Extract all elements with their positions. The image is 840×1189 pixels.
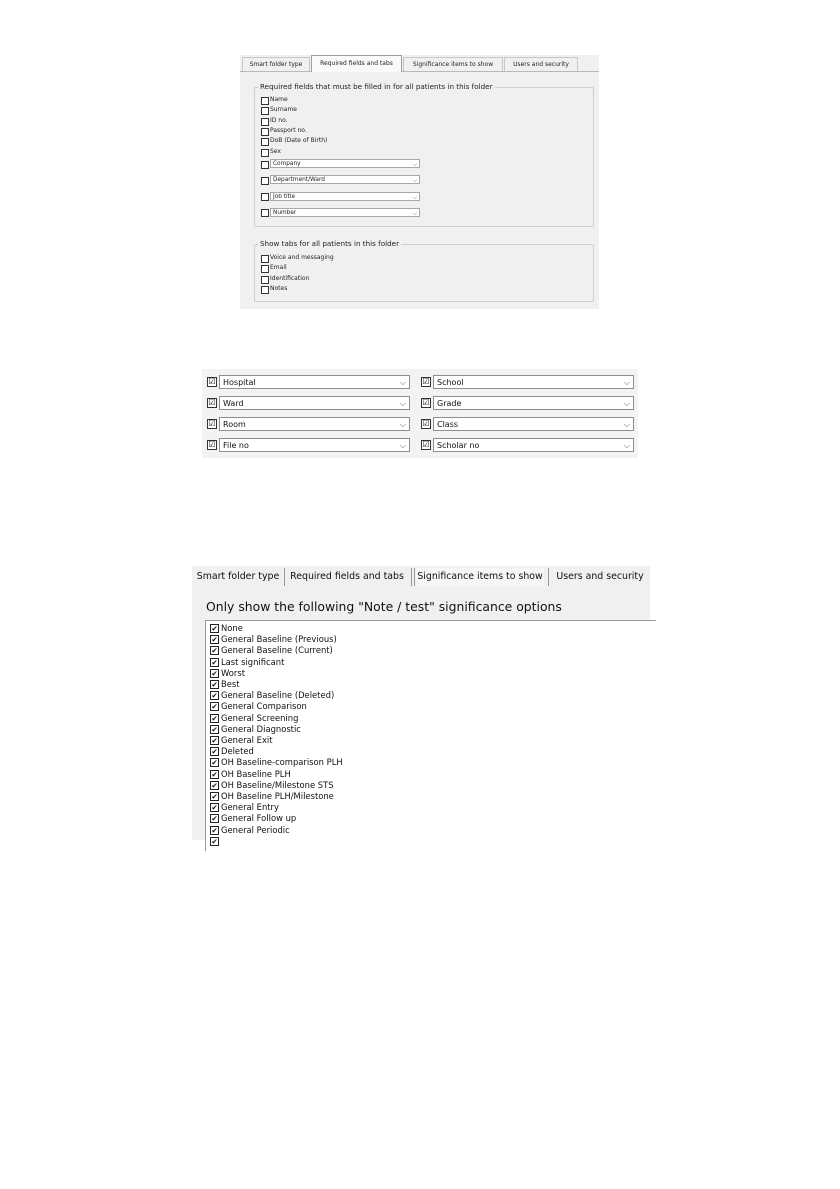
dropdown-value: Hospital	[223, 378, 256, 387]
significance-checkbox[interactable]: ✔	[211, 702, 218, 712]
required-field-dropdown-job-title[interactable]	[270, 192, 420, 201]
significance-checkbox[interactable]: ✔	[211, 691, 218, 701]
tab-divider	[414, 568, 415, 586]
significance-item-label: None	[221, 623, 243, 633]
significance-item-label: General Periodic	[221, 824, 290, 835]
show-tab-checkbox-email[interactable]	[261, 265, 269, 273]
field-checkbox-grade[interactable]: ☑	[422, 398, 430, 407]
show-tab-checkbox-identification[interactable]	[261, 276, 269, 284]
required-field-dropdown-department-ward[interactable]	[270, 175, 420, 184]
required-checkbox-sex[interactable]	[261, 149, 269, 157]
show-tab-checkbox-label: Identification	[270, 274, 310, 282]
dropdown-value: School	[437, 378, 464, 387]
dropdown-value: Room	[223, 420, 246, 429]
significance-checkbox[interactable]: ✔	[211, 657, 218, 667]
significance-checkbox[interactable]: ✔	[211, 635, 218, 645]
significance-item-label: Worst	[221, 667, 246, 678]
dropdown-value: Ward	[223, 399, 244, 408]
tab-users-and-security[interactable]: Users and security	[556, 571, 644, 582]
field-checkbox-school[interactable]: ☑	[422, 377, 430, 386]
required-checkbox-surname[interactable]	[261, 107, 269, 115]
significance-checkbox[interactable]: ✔	[211, 713, 218, 723]
field-dropdown-file-no[interactable]	[219, 438, 410, 452]
tab-smart-folder-type[interactable]: Smart folder type	[242, 57, 310, 71]
dropdown-value: Scholar no	[437, 441, 480, 450]
tab-significance-items[interactable]: Significance items to show	[416, 568, 544, 586]
dropdown-value: Department/Ward	[273, 177, 325, 184]
significance-checkbox[interactable]: ✔	[211, 803, 218, 813]
field-dropdown-class[interactable]	[433, 417, 634, 431]
tab-divider	[411, 568, 412, 586]
significance-list[interactable]	[205, 620, 656, 851]
significance-checkbox[interactable]: ✔	[211, 814, 218, 824]
field-dropdown-school[interactable]	[433, 375, 634, 389]
significance-checkbox[interactable]: ✔	[211, 624, 218, 633]
significance-checkbox[interactable]: ✔	[211, 747, 218, 757]
custom-fields-panel	[202, 369, 638, 458]
significance-item-label: General Baseline (Previous)	[221, 634, 337, 645]
tab-users-and-security[interactable]: Users and security	[504, 57, 578, 71]
significance-item-label: OH Baseline PLH/Milestone	[221, 791, 334, 801]
significance-checkbox[interactable]: ✔	[211, 646, 218, 656]
tab-divider	[548, 568, 549, 586]
dropdown-value: Number	[273, 209, 297, 216]
significance-item-label: Last significant	[221, 656, 285, 667]
dropdown-value: Class	[437, 420, 459, 429]
significance-checkbox[interactable]: ✔	[211, 836, 218, 846]
dropdown-value: Grade	[437, 399, 462, 408]
required-checkbox-label: ID no.	[270, 116, 288, 124]
chevron-down-icon: ⌵	[412, 193, 417, 201]
required-checkbox-label: Surname	[270, 106, 297, 114]
required-checkbox-label: Name	[270, 96, 288, 103]
field-checkbox-ward[interactable]: ☑	[208, 398, 216, 407]
chevron-down-icon: ⌵	[412, 161, 417, 168]
significance-checkbox[interactable]: ✔	[211, 724, 218, 734]
field-checkbox-class[interactable]: ☑	[422, 419, 430, 428]
significance-item-label: General Follow up	[221, 813, 297, 824]
significance-item-label: General Baseline (Deleted)	[221, 690, 335, 701]
field-checkbox-hospital[interactable]: ☑	[208, 377, 216, 386]
field-checkbox-file-no[interactable]: ☑	[208, 440, 216, 449]
significance-item-label: Best	[221, 679, 240, 689]
significance-item-label: OH Baseline PLH	[221, 768, 291, 779]
chevron-down-icon: ⌵	[399, 420, 406, 429]
chevron-down-icon: ⌵	[623, 378, 630, 387]
required-checkbox-label: Passport no.	[270, 126, 307, 134]
field-dropdown-room[interactable]	[219, 417, 410, 431]
dropdown-value: File no	[223, 441, 249, 450]
chevron-down-icon: ⌵	[412, 177, 417, 185]
show-tabs-legend: Show tabs for all patients in this folder	[260, 239, 400, 248]
significance-item-label: General Exit	[221, 735, 273, 745]
significance-checkbox[interactable]: ✔	[211, 769, 218, 779]
required-combo-checkbox[interactable]	[261, 161, 269, 169]
significance-item-label: OH Baseline-comparison PLH	[221, 757, 343, 768]
significance-item-label: General Entry	[221, 802, 279, 813]
field-checkbox-scholar-no[interactable]: ☑	[422, 440, 430, 449]
significance-checkbox[interactable]: ✔	[211, 758, 218, 768]
required-checkbox-id-no[interactable]	[261, 118, 269, 126]
field-dropdown-ward[interactable]	[219, 396, 410, 410]
tab-smart-folder-type[interactable]: Smart folder type	[196, 571, 280, 582]
tab-significance-items[interactable]: Significance items to show	[403, 57, 503, 71]
chevron-down-icon: ⌵	[623, 420, 630, 429]
field-dropdown-hospital[interactable]	[219, 375, 410, 389]
significance-checkbox[interactable]: ✔	[211, 825, 218, 835]
significance-checkbox[interactable]: ✔	[211, 680, 218, 689]
chevron-down-icon: ⌵	[399, 441, 406, 450]
significance-checkbox[interactable]: ✔	[211, 792, 218, 801]
required-checkbox-dob-date-of-birth[interactable]	[261, 138, 269, 146]
significance-dialog	[192, 566, 650, 846]
required-combo-checkbox[interactable]	[261, 193, 269, 201]
tab-divider	[284, 568, 285, 586]
dropdown-value: Company	[273, 161, 301, 167]
required-checkbox-label: Sex	[270, 147, 281, 155]
dropdown-value: Job title	[273, 193, 296, 200]
required-combo-checkbox[interactable]	[261, 177, 269, 185]
chevron-down-icon: ⌵	[412, 209, 417, 217]
show-tab-checkbox-voice-and-messaging[interactable]	[261, 255, 269, 263]
field-checkbox-room[interactable]: ☑	[208, 419, 216, 428]
significance-heading: Only show the following "Note / test" significance options	[206, 599, 562, 614]
chevron-down-icon: ⌵	[399, 378, 406, 387]
chevron-down-icon: ⌵	[623, 441, 630, 450]
show-tab-checkbox-label: Notes	[270, 284, 288, 292]
significance-item-label: General Diagnostic	[221, 723, 301, 734]
required-field-dropdown-company[interactable]	[270, 159, 420, 168]
required-field-dropdown-number[interactable]	[270, 208, 420, 217]
required-combo-checkbox[interactable]	[261, 209, 269, 217]
required-fields-group	[254, 82, 594, 227]
required-fields-dialog	[240, 55, 599, 309]
significance-item-label: General Screening	[221, 712, 299, 723]
tab-required-fields-and-tabs[interactable]: Required fields and tabs	[290, 571, 404, 582]
significance-checkbox[interactable]: ✔	[211, 736, 218, 745]
required-checkbox-label: DoB (Date of Birth)	[270, 137, 328, 145]
required-checkbox-name[interactable]	[261, 97, 269, 105]
field-dropdown-grade[interactable]	[433, 396, 634, 410]
show-tab-checkbox-notes[interactable]	[261, 286, 269, 294]
significance-checkbox[interactable]: ✔	[211, 668, 218, 678]
chevron-down-icon: ⌵	[623, 399, 630, 408]
required-fields-legend: Required fields that must be filled in for all patients in this folder	[260, 82, 493, 91]
required-checkbox-passport-no[interactable]	[261, 128, 269, 136]
show-tabs-group	[254, 239, 594, 302]
significance-item-label: General Comparison	[221, 701, 307, 712]
significance-item-label: Deleted	[221, 746, 254, 757]
significance-item-label: OH Baseline/Milestone STS	[221, 779, 334, 790]
show-tab-checkbox-label: Voice and messaging	[270, 254, 334, 261]
tab-bar	[240, 55, 599, 72]
significance-checkbox[interactable]: ✔	[211, 780, 218, 790]
chevron-down-icon: ⌵	[399, 399, 406, 408]
significance-item-label: General Baseline (Current)	[221, 645, 333, 656]
tab-required-fields-and-tabs[interactable]: Required fields and tabs	[311, 55, 402, 72]
field-dropdown-scholar-no[interactable]	[433, 438, 634, 452]
show-tab-checkbox-label: Email	[270, 264, 287, 272]
